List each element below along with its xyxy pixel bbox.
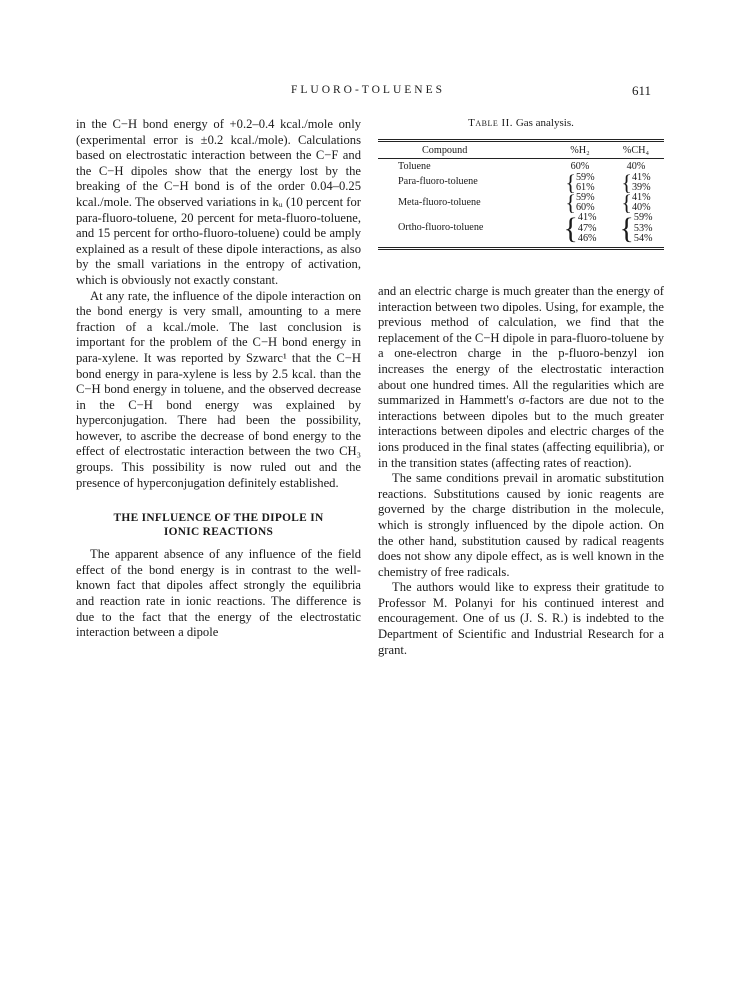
row-compound: Toluene [398, 161, 431, 172]
ch4-value: 41% [631, 171, 651, 183]
ch4-value: 40% [626, 161, 646, 172]
running-title: FLUORO-TOLUENES [290, 84, 446, 96]
brace-glyph: { [563, 211, 578, 245]
brace-glyph: { [621, 190, 632, 216]
row-compound: Para-fluoro-toluene [398, 176, 478, 188]
page-number: 611 [632, 83, 652, 98]
h2-value: 41% [577, 212, 597, 224]
ch4-value: 41% [631, 191, 651, 203]
left-paragraph-1: in the C−H bond energy of +0.2–0.4 kcal./mole only (experimental error is ±0.2 kcal./mole). Calculations based on electrostatic interaction between the C−F and the C−H dipoles show that the energy lost by the breaking of the C−H bond is of the order 0.04–0.25 kcal./mole. The observed variations in kᵤ (10 percent for para-fluoro-toluene, 20 percent for meta-fluoro-toluene, and 15 percent for ortho-fluoro-toluene) could be amply explained as a result of these dipole interactions, as also by the small variations in the entropy of activation, which is obviously not exactly constant. [76, 117, 361, 287]
ch4-value: 59% [633, 212, 653, 224]
brace-glyph: { [621, 169, 632, 195]
table-row [378, 213, 664, 247]
row-h2 [552, 159, 608, 173]
h2-value: 60% [575, 202, 595, 214]
table-caption-label: Table II. [468, 117, 514, 129]
h2-value: 46% [577, 232, 597, 244]
brace-glyph: { [565, 169, 576, 195]
right-paragraph-2: The same conditions prevail in aromatic substitution reactions. Substitutions caused by ionic reagents are governed by the charge distribution in the molecule, which is strongly influenced by the dipole action. On the other hand, substitution caused by radical reagents does not show any dipole effect, as is well known in the chemistry of free radicals. [378, 471, 664, 579]
row-ch4 [608, 190, 664, 216]
table-caption [378, 117, 664, 129]
left-paragraph-2: At any rate, the influence of the dipole interaction on the bond energy is very small, amounting to a mere fraction of a kcal./mole. The last conclusion is important for the problem of the C−H bond energy in para-xylene. It was reported by Szwarc¹ that the C−H bond energy in para-xylene is less by 2.5 kcal. than the C−H bond energy in toluene, and the observed decrease in the C−H bond energy was explained by hyperconjugation. There had been the possibility, however, to ascribe the decrease of bond energy to the effect of electrostatic interaction between the two CH₃ groups. This possibility is now ruled out and the presence of hyperconjugation definitely established. [76, 288, 361, 490]
ch4-value: 40% [631, 202, 651, 214]
row-ch4 [608, 169, 664, 195]
column-header-compound: Compound [378, 142, 552, 159]
row-h2 [552, 169, 608, 195]
row-compound: Ortho-fluoro-toluene [398, 222, 484, 234]
left-paragraph-3: The apparent absence of any influence of the field effect of the bond energy is in contrast to the well-known fact that dipoles affect strongly the equilibria and reaction rate in ionic reactions. The difference is due to the fact that the energy of the electrostatic interaction between a dipole [76, 547, 361, 640]
row-compound: Meta-fluoro-toluene [398, 196, 481, 208]
table-bottom-rule [378, 247, 664, 250]
column-header-h2: %H₂ [552, 142, 608, 159]
brace-glyph: { [565, 190, 576, 216]
row-ch4 [608, 159, 664, 173]
column-header-ch4: %CH₄ [608, 142, 664, 159]
left-column [76, 117, 361, 641]
h2-value: 59% [575, 171, 595, 183]
section-heading-line-1: THE INFLUENCE OF THE DIPOLE IN [113, 512, 324, 525]
section-heading [76, 511, 361, 539]
table-body [378, 142, 664, 247]
h2-value: 61% [575, 181, 595, 193]
right-paragraph-1: and an electric charge is much greater than the energy of interaction between two dipoles. Using, for example, the previous method of calculation, we find that the replacement of the C−H dipole in para-fluoro-toluene by a one-electron charge in the p-fluoro-benzyl ion increases the energy of the electrostatic interaction about one hundred times. All the regularities which are summarized in Hammett's σ-factors are due not to the interactions between dipoles but to the much greater interactions between dipoles and electric charges of the ions produced in the final states (affecting equilibria), or in the transition states (affecting rates of reaction). [378, 284, 664, 470]
gas-analysis-table [378, 117, 664, 250]
row-ch4 [608, 213, 664, 247]
h2-value: 60% [570, 161, 590, 172]
right-paragraph-3: The authors would like to express their gratitude to Professor M. Polanyi for his continued interest and encouragement. One of us (J. S. R.) is indebted to the Department of Scientific and Industrial Research for a grant. [378, 580, 664, 657]
h2-value: 47% [577, 222, 597, 234]
brace-glyph: { [619, 211, 634, 245]
table-caption-text: Gas analysis. [515, 117, 574, 129]
section-heading-line-2: IONIC REACTIONS [163, 526, 274, 539]
ch4-value: 39% [631, 181, 651, 193]
ch4-value: 53% [633, 222, 653, 234]
h2-value: 59% [575, 191, 595, 203]
row-h2 [552, 213, 608, 247]
table-row [378, 193, 664, 213]
ch4-value: 54% [633, 232, 653, 244]
right-column [378, 284, 664, 658]
row-h2 [552, 190, 608, 216]
